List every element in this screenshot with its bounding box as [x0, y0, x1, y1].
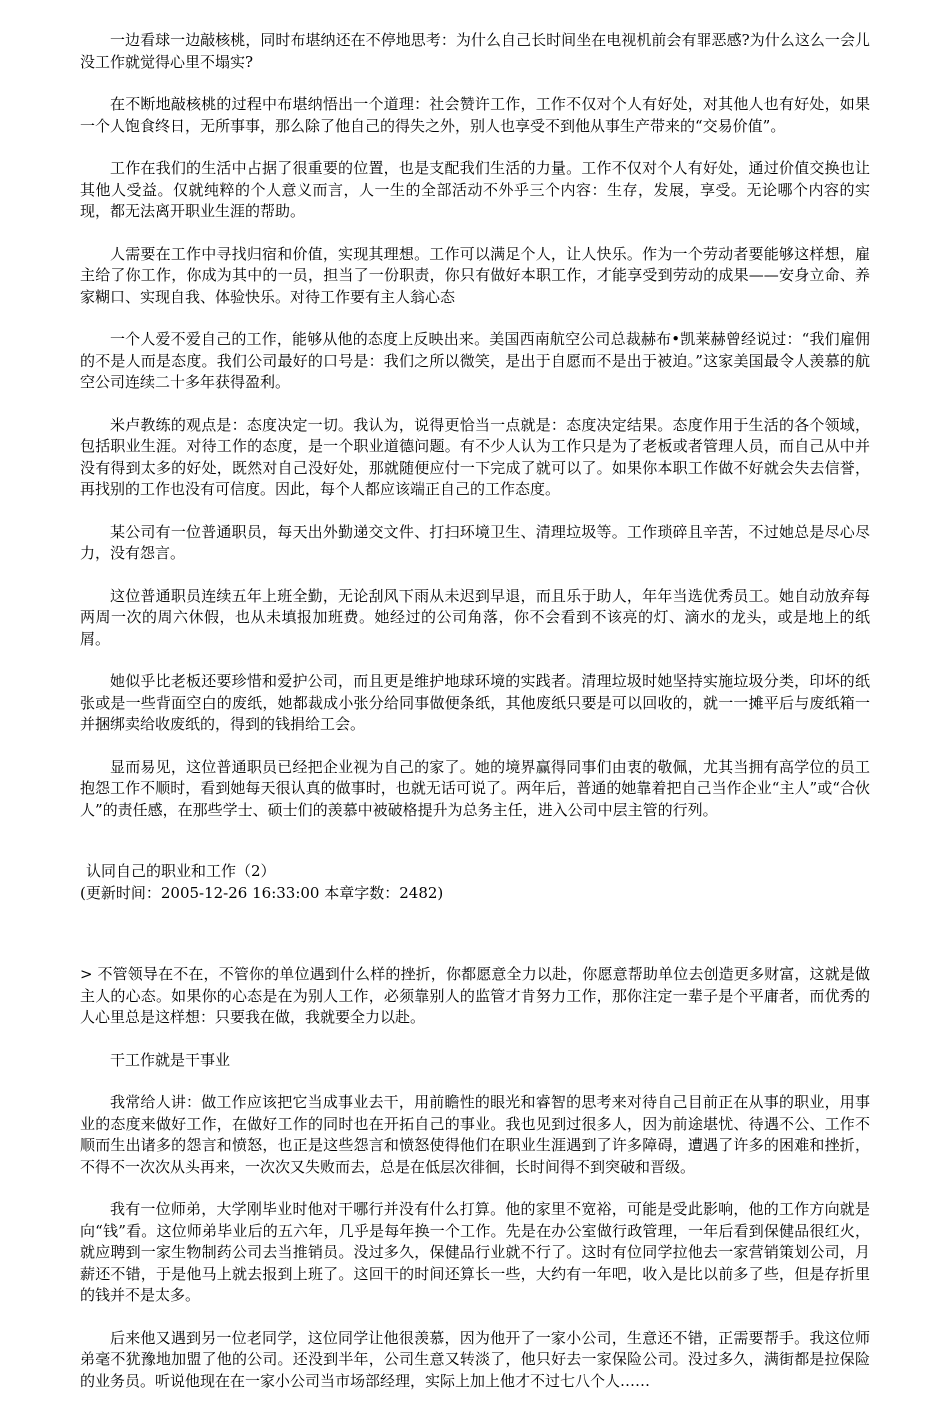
paragraph: 一个人爱不爱自己的工作，能够从他的态度上反映出来。美国西南航空公司总裁赫布•凯莱赫曾经说过：“我们雇佣的不是人而是态度。我们公司最好的口号是：我们之所以微笑，是出于自愿而不是出于被迫。”这家美国最令人羡慕的航空公司连续二十多年获得盈利。: [80, 330, 870, 391]
paragraph: 在不断地敲核桃的过程中布堪纳悟出一个道理：社会赞许工作，工作不仅对个人有好处，对其他人也有好处，如果一个人饱食终日，无所事事，那么除了他自己的得失之外，别人也享受不到他从事生产带来的“交易价值”。: [80, 95, 870, 135]
paragraph: 人需要在工作中寻找归宿和价值，实现其理想。工作可以满足个人，让人快乐。作为一个劳动者要能够这样想，雇主给了你工作，你成为其中的一员，担当了一份职责，你只有做好本职工作，才能享受到劳动的成果——安身立命、养家糊口、实现自我、体验快乐。对待工作要有主人翁心态: [80, 244, 870, 306]
subheading: 干工作就是干事业: [110, 1050, 231, 1069]
section-before: [80, 30, 870, 821]
chapter-title: 认同自己的职业和工作（2）: [86, 862, 276, 880]
paragraph: 一边看球一边敲核桃，同时布堪纳还在不停地思考：为什么自己长时间坐在电视机前会有罪恶感?为什么这么一会儿没工作就觉得心里不塌实?: [80, 31, 870, 71]
section-after: [80, 964, 870, 1392]
paragraph: 这位普通职员连续五年上班全勤，无论刮风下雨从未迟到早退，而且乐于助人，年年当选优秀员工。她自动放弃每两周一次的周六休假，也从未填报加班费。她经过的公司角落，你不会看到不该亮的灯、滴水的龙头，或是地上的纸屑。: [80, 586, 870, 648]
paragraph: 工作在我们的生活中占据了很重要的位置，也是支配我们生活的力量。工作不仅对个人有好处，通过价值交换也让其他人受益。仅就纯粹的个人意义而言，人一生的全部活动不外乎三个内容：生存，发展，享受。无论哪个内容的实现，都无法离开职业生涯的帮助。: [80, 159, 870, 220]
paragraph: 她似乎比老板还要珍惜和爱护公司，而且更是维护地球环境的实践者。清理垃圾时她坚持实施垃圾分类，印坏的纸张或是一些背面空白的废纸，她都裁成小张分给同事做便条纸，其他废纸只要是可以回收的，就一一摊平后与废纸箱一并捆绑卖给收废纸的，得到的钱捐给工会。: [80, 672, 870, 733]
chapter-header: [80, 861, 870, 904]
paragraph: 我常给人讲：做工作应该把它当成事业去干，用前瞻性的眼光和睿智的思考来对待自己目前正在从事的职业，用事业的态度来做好工作，在做好工作的同时也在开拓自己的事业。我也见到过很多人，因为前途堪忧、待遇不公、工作不顺而生出诸多的怨言和愤怒，也正是这些怨言和愤怒使得他们在职业生涯遇到了许多障碍，遭遇了许多的困难和挫折，不得不一次次从头再来，一次次又失败而去，总是在低层次徘徊，长时间得不到突破和晋级。: [80, 1093, 870, 1176]
paragraph: 我有一位师弟，大学刚毕业时他对干哪行并没有什么打算。他的家里不宽裕，可能是受此影响，他的工作方向就是向“钱”看。这位师弟毕业后的五六年，几乎是每年换一个工作。先是在办公室做行政管理，一年后看到保健品很红火，就应聘到一家生物制药公司去当推销员。没过多久，保健品行业就不行了。这时有位同学拉他去一家营销策划公司，月薪还不错，于是他马上就去报到上班了。这回干的时间还算长一些，大约有一年吧，收入是比以前多了些，但是存折里的钱并不是太多。: [80, 1200, 870, 1304]
chapter-meta: (更新时间：2005-12-26 16:33:00 本章字数：2482): [80, 883, 444, 902]
paragraph: > 不管领导在不在，不管你的单位遇到什么样的挫折，你都愿意全力以赴，你愿意帮助单位去创造更多财富，这就是做主人的心态。如果你的心态是在为别人工作，必须靠别人的监管才肯努力工作，那你注定一辈子是个平庸者，而优秀的人心里总是这样想：只要我在做，我就要全力以赴。: [80, 965, 870, 1026]
paragraph: 后来他又遇到另一位老同学，这位同学让他很羡慕，因为他开了一家小公司，生意还不错，正需要帮手。我这位师弟毫不犹豫地加盟了他的公司。还没到半年，公司生意又转淡了，他只好去一家保险公司。没过多久，满街都是拉保险的业务员。听说他现在在一家小公司当市场部经理，实际上加上他才不过七八个人……: [80, 1328, 870, 1390]
paragraph: 米卢教练的观点是：态度决定一切。我认为，说得更恰当一点就是：态度决定结果。态度作用于生活的各个领域，包括职业生涯。对待工作的态度，是一个职业道德问题。有不少人认为工作只是为了老板或者管理人员，而自己从中并没有得到太多的好处，既然对自己没好处，那就随便应付一下完成了就可以了。如果你本职工作做不好就会失去信誉，再找别的工作也没有可信度。因此，每个人都应该端正自己的工作态度。: [80, 415, 870, 498]
document-page: [80, 30, 870, 1413]
paragraph: 显而易见，这位普通职员已经把企业视为自己的家了。她的境界赢得同事们由衷的敬佩，尤其当拥有高学位的员工抱怨工作不顺时，看到她每天很认真的做事时，也就无话可说了。两年后，普通的她靠着把自己当作企业“主人”或“合伙人”的责任感，在那些学士、硕士们的羡慕中被破格提升为总务主任，进入公司中层主管的行列。: [80, 757, 870, 819]
paragraph: 某公司有一位普通职员，每天出外勤递交文件、打扫环境卫生、清理垃圾等。工作琐碎且辛苦，不过她总是尽心尽力，没有怨言。: [80, 522, 870, 562]
